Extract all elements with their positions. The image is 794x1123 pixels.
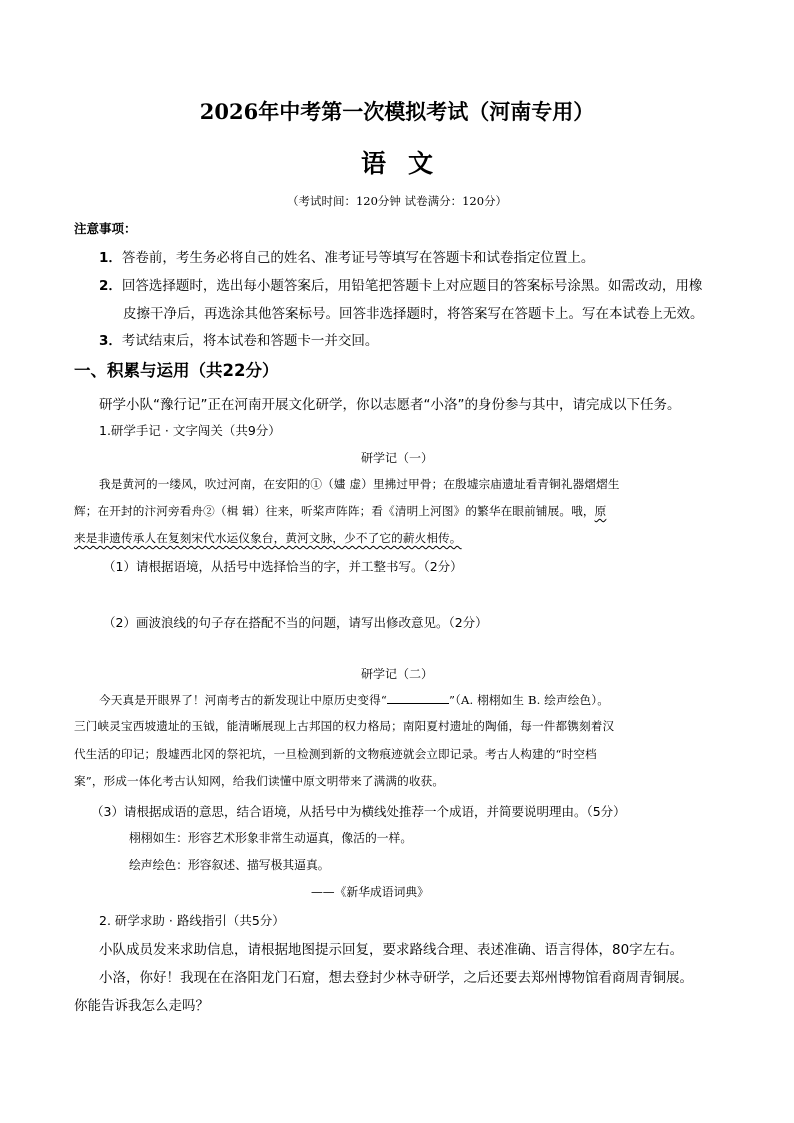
notice-item-2 <box>99 274 702 294</box>
task-2-heading: 2. 研学求助 · 路线指引（共5分） <box>99 913 285 928</box>
note-2-title: 研学记（二） <box>360 667 433 681</box>
wavy-sentence: 来是非遗传承人在复刻宋代水运仪象台，黄河文脉，少不了它的薪火相传。 <box>74 531 462 545</box>
note-2-line-2: 三门峡灵宝西坡遗址的玉钺，能清晰展现上古邦国的权力格局；南阳夏村遗址的陶俑，每一件都镌刻着汉 <box>74 719 615 733</box>
task-2-intro: 小队成员发来求助信息，请根据地图提示回复，要求路线合理、表述准确、语言得体，80字左右。 <box>99 942 684 958</box>
exam-info: （考试时间：120分钟 试卷满分：120分） <box>286 194 508 208</box>
question-1: （1）请根据语境，从括号中选择恰当的字，并工整书写。（2分） <box>103 559 463 574</box>
note-1-line-2-text: 辉；在开封的汴河旁看舟②（楫 辑）往来，听桨声阵阵；看《清明上河图》的繁华在眼前铺展。哦， <box>74 504 595 518</box>
note-1-title: 研学记（一） <box>360 451 433 465</box>
page-title: 2026年中考第一次模拟考试（河南专用） <box>199 99 595 124</box>
note-2-line-1-options: ”（A. 栩栩如生 B. 绘声绘色）。 <box>448 693 609 707</box>
note-1-line-1: 我是黄河的一缕风，吹过河南，在安阳的①（嫿 虚）里拂过甲骨；在殷墟宗庙遗址看青铜礼器熠熠生 <box>99 477 620 491</box>
notice-item-number: 3． <box>99 333 122 349</box>
note-2-line-3: 代生活的印记；殷墟西北冈的祭祀坑，一旦检测到新的文物痕迹就会立即记录。考古人构建的“时空档 <box>74 747 597 761</box>
task-1-heading: 1.研学手记 · 文字闯关（共9分） <box>99 423 281 438</box>
notice-item-text: 答卷前，考生务必将自己的姓名、准考证号等填写在答题卡和试卷指定位置上。 <box>121 250 595 266</box>
note-2-line-1-text: 今天真是开眼界了！河南考古的新发现让中原历史变得“ <box>99 693 387 707</box>
notice-title: 注意事项： <box>74 221 137 236</box>
notice-item-2-continued: 皮擦干净后，再选涂其他答案标号。回答非选择题时，将答案写在答题卡上。写在本试卷上无效。 <box>123 306 704 322</box>
question-2: （2）画波浪线的句子存在搭配不当的问题，请写出修改意见。（2分） <box>103 615 488 630</box>
help-message-line-2: 你能告诉我怎么走吗？ <box>74 998 209 1014</box>
note-1-line-2 <box>74 503 606 519</box>
section-intro: 研学小队“豫行记”正在河南开展文化研学，你以志愿者“小洛”的身份参与其中，请完成以下任务。 <box>99 397 681 413</box>
answer-blank <box>387 691 449 704</box>
notice-item-text: 考试结束后，将本试卷和答题卡一并交回。 <box>121 333 379 349</box>
definition-source: ——《新华成语词典》 <box>311 885 429 899</box>
question-3: （3）请根据成语的意思，结合语境，从括号中为横线处推荐一个成语，并简要说明理由。（5分） <box>91 804 626 819</box>
notice-item-1 <box>99 246 594 266</box>
note-1-line-3 <box>74 530 462 546</box>
wavy-sentence-start: 原 <box>594 504 607 518</box>
subject-title: 语文 <box>360 149 455 178</box>
idiom-definition-2: 绘声绘色：形容叙述、描写极其逼真。 <box>129 858 330 872</box>
notice-item-3 <box>99 329 378 349</box>
help-message-line-1: 小洛，你好！我现在在洛阳龙门石窟，想去登封少林寺研学，之后还要去郑州博物馆看商周青铜展。 <box>99 970 693 986</box>
notice-item-text: 回答选择题时，选出每小题答案后，用铅笔把答题卡上对应题目的答案标号涂黑。如需改动，用橡 <box>121 278 703 294</box>
section-heading: 一、积累与运用（共22分） <box>74 361 279 380</box>
idiom-definition-1: 栩栩如生：形容艺术形象非常生动逼真，像活的一样。 <box>129 831 413 845</box>
note-2-line-1 <box>99 691 609 708</box>
notice-item-number: 1． <box>99 250 122 266</box>
notice-item-number: 2． <box>99 278 122 294</box>
note-2-line-4: 案”，形成一体化考古认知网，给我们读懂中原文明带来了满满的收获。 <box>74 774 445 788</box>
